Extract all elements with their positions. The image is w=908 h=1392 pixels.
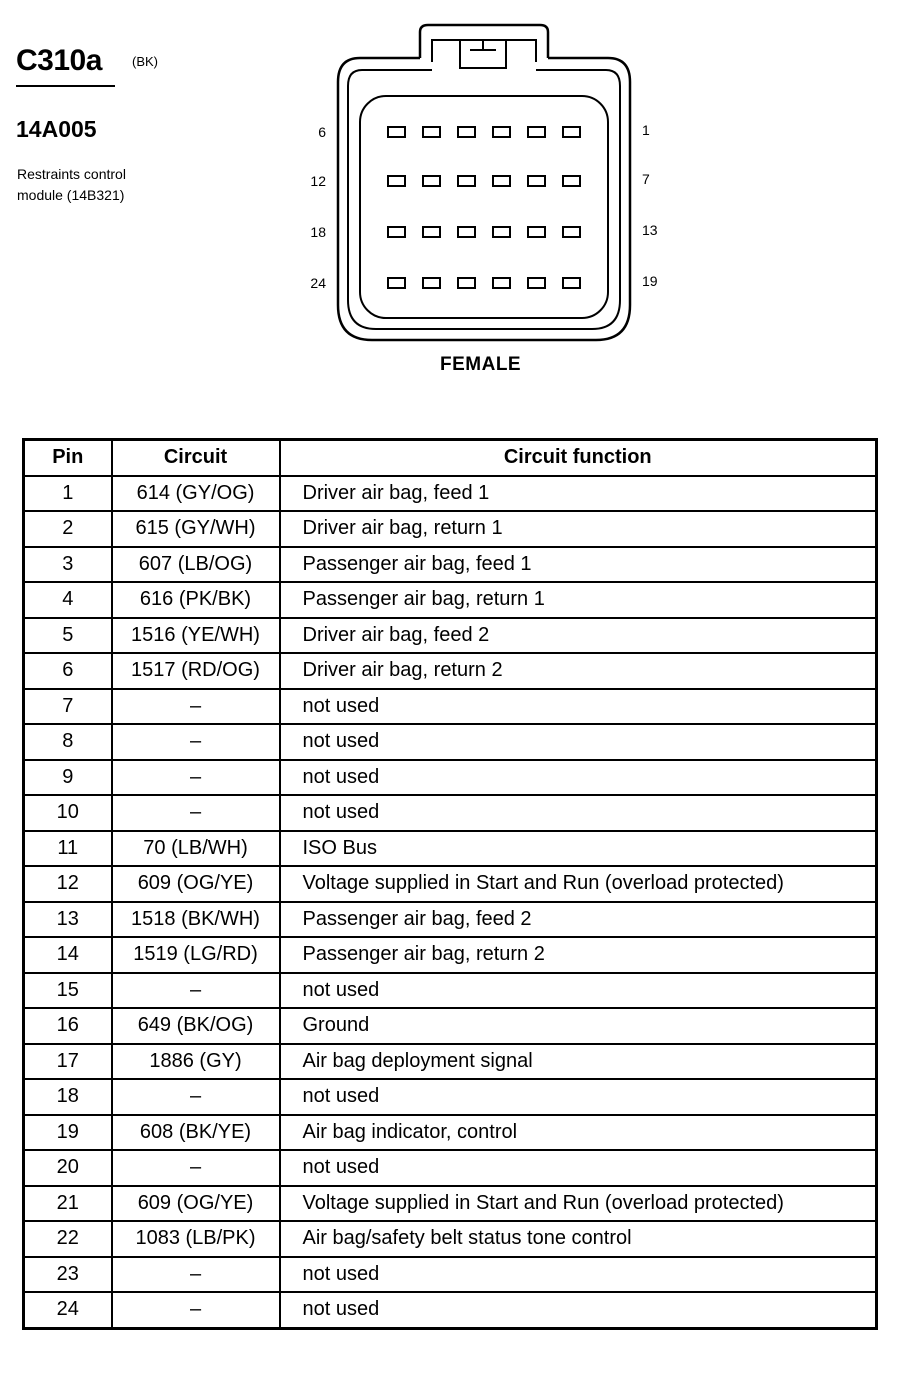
pin-cavity: [458, 227, 475, 237]
pin-number: 8: [24, 724, 112, 760]
circuit-id: –: [112, 724, 280, 760]
pin-number: 12: [24, 866, 112, 902]
table-row: [24, 511, 877, 547]
circuit-function: not used: [280, 724, 877, 760]
connector-title: C310a: [16, 44, 102, 77]
circuit-function: Driver air bag, feed 2: [280, 618, 877, 654]
circuit-function: Passenger air bag, return 1: [280, 582, 877, 618]
connector-face-diagram: [0, 0, 908, 400]
pin-label-right: 1: [642, 122, 650, 138]
connector-housing-outer: [338, 58, 630, 340]
pin-label-left: 18: [310, 224, 326, 240]
pin-cavity: [388, 227, 405, 237]
pin-cavity: [388, 127, 405, 137]
part-number: 14A005: [16, 116, 97, 142]
circuit-function: not used: [280, 760, 877, 796]
circuit-function: not used: [280, 689, 877, 725]
pin-cavity-grid: [388, 127, 580, 288]
table-row: [24, 1044, 877, 1080]
pin-cavity: [563, 227, 580, 237]
pin-label-left: 6: [318, 124, 326, 140]
pin-number: 18: [24, 1079, 112, 1115]
pin-cavity: [493, 176, 510, 186]
pin-cavity: [528, 176, 545, 186]
pin-number: 10: [24, 795, 112, 831]
pin-label-right: 7: [642, 171, 650, 187]
table-row: [24, 831, 877, 867]
circuit-function: Air bag deployment signal: [280, 1044, 877, 1080]
table-row: [24, 866, 877, 902]
circuit-function: Driver air bag, return 2: [280, 653, 877, 689]
pin-number: 15: [24, 973, 112, 1009]
pin-cavity: [493, 278, 510, 288]
pin-cavity: [423, 127, 440, 137]
circuit-id: –: [112, 1150, 280, 1186]
pin-number: 19: [24, 1115, 112, 1151]
circuit-function: not used: [280, 795, 877, 831]
circuit-id: 1518 (BK/WH): [112, 902, 280, 938]
table-row: [24, 547, 877, 583]
circuit-id: 615 (GY/WH): [112, 511, 280, 547]
pin-cavity: [528, 278, 545, 288]
table-row: [24, 1257, 877, 1293]
table-row: [24, 724, 877, 760]
table-row: [24, 582, 877, 618]
header-circuit-function: Circuit function: [280, 440, 877, 476]
circuit-id: 1886 (GY): [112, 1044, 280, 1080]
circuit-id: 608 (BK/YE): [112, 1115, 280, 1151]
pin-cavity: [458, 127, 475, 137]
table-row: [24, 1115, 877, 1151]
header-pin: Pin: [24, 440, 112, 476]
circuit-id: –: [112, 973, 280, 1009]
table-header-row: [24, 440, 877, 476]
table-row: [24, 1292, 877, 1328]
circuit-id: –: [112, 760, 280, 796]
table-row: [24, 476, 877, 512]
pin-number: 9: [24, 760, 112, 796]
circuit-id: 649 (BK/OG): [112, 1008, 280, 1044]
circuit-function: not used: [280, 1150, 877, 1186]
circuit-function: Air bag/safety belt status tone control: [280, 1221, 877, 1257]
circuit-id: 614 (GY/OG): [112, 476, 280, 512]
table-row: [24, 760, 877, 796]
circuit-id: 607 (LB/OG): [112, 547, 280, 583]
pin-cavity: [493, 227, 510, 237]
table-row: [24, 902, 877, 938]
table-row: [24, 973, 877, 1009]
circuit-id: 70 (LB/WH): [112, 831, 280, 867]
pin-number: 13: [24, 902, 112, 938]
circuit-function: Voltage supplied in Start and Run (overload protected): [280, 866, 877, 902]
circuit-id: 609 (OG/YE): [112, 866, 280, 902]
pin-cavity: [493, 127, 510, 137]
pin-cavity: [423, 278, 440, 288]
table-row: [24, 1079, 877, 1115]
table-row: [24, 653, 877, 689]
circuit-function: not used: [280, 1079, 877, 1115]
circuit-function: Air bag indicator, control: [280, 1115, 877, 1151]
connector-color-code: (BK): [132, 54, 158, 69]
description-line-1: Restraints control: [17, 166, 126, 182]
circuit-function: not used: [280, 1257, 877, 1293]
pin-number: 6: [24, 653, 112, 689]
pin-number: 21: [24, 1186, 112, 1222]
pin-cavity: [563, 127, 580, 137]
pin-number: 16: [24, 1008, 112, 1044]
table-row: [24, 618, 877, 654]
table-row: [24, 1221, 877, 1257]
circuit-function: Driver air bag, feed 1: [280, 476, 877, 512]
pin-number: 5: [24, 618, 112, 654]
circuit-function: not used: [280, 973, 877, 1009]
pin-number: 2: [24, 511, 112, 547]
header-circuit: Circuit: [112, 440, 280, 476]
connector-housing-mid: [348, 70, 620, 329]
pin-cavity: [528, 227, 545, 237]
circuit-id: 1517 (RD/OG): [112, 653, 280, 689]
pin-label-left: 24: [310, 275, 326, 291]
circuit-function: Voltage supplied in Start and Run (overload protected): [280, 1186, 877, 1222]
connector-cavity: [360, 96, 608, 318]
pin-cavity: [388, 278, 405, 288]
circuit-function: Ground: [280, 1008, 877, 1044]
circuit-function: Passenger air bag, feed 1: [280, 547, 877, 583]
circuit-function: not used: [280, 1292, 877, 1328]
circuit-id: –: [112, 1079, 280, 1115]
circuit-id: 1519 (LG/RD): [112, 937, 280, 973]
pin-cavity: [388, 176, 405, 186]
circuit-function: Passenger air bag, return 2: [280, 937, 877, 973]
table-row: [24, 1186, 877, 1222]
pin-number: 20: [24, 1150, 112, 1186]
pin-cavity: [458, 278, 475, 288]
pin-cavity: [458, 176, 475, 186]
table-row: [24, 1150, 877, 1186]
table-row: [24, 689, 877, 725]
pin-cavity: [563, 278, 580, 288]
pin-number: 1: [24, 476, 112, 512]
pin-cavity: [423, 227, 440, 237]
pin-label-right: 13: [642, 222, 658, 238]
pin-number: 17: [24, 1044, 112, 1080]
pin-cavity: [563, 176, 580, 186]
circuit-id: 1516 (YE/WH): [112, 618, 280, 654]
description-line-2: module (14B321): [17, 187, 125, 203]
pin-number: 14: [24, 937, 112, 973]
pin-number: 24: [24, 1292, 112, 1328]
circuit-function: Driver air bag, return 1: [280, 511, 877, 547]
circuit-id: –: [112, 689, 280, 725]
pin-number: 23: [24, 1257, 112, 1293]
table-row: [24, 937, 877, 973]
circuit-id: 1083 (LB/PK): [112, 1221, 280, 1257]
connector-gender-label: FEMALE: [440, 354, 522, 375]
circuit-id: 616 (PK/BK): [112, 582, 280, 618]
pin-label-left: 12: [310, 173, 326, 189]
pin-number: 11: [24, 831, 112, 867]
table-row: [24, 795, 877, 831]
circuit-id: 609 (OG/YE): [112, 1186, 280, 1222]
pin-cavity: [423, 176, 440, 186]
circuit-function: ISO Bus: [280, 831, 877, 867]
table-row: [24, 1008, 877, 1044]
pin-cavity: [528, 127, 545, 137]
pinout-table: [22, 438, 878, 1330]
pin-label-right: 19: [642, 273, 658, 289]
circuit-function: Passenger air bag, feed 2: [280, 902, 877, 938]
circuit-id: –: [112, 1292, 280, 1328]
pin-number: 22: [24, 1221, 112, 1257]
circuit-id: –: [112, 795, 280, 831]
pin-number: 3: [24, 547, 112, 583]
circuit-id: –: [112, 1257, 280, 1293]
pin-number: 7: [24, 689, 112, 725]
pin-number: 4: [24, 582, 112, 618]
